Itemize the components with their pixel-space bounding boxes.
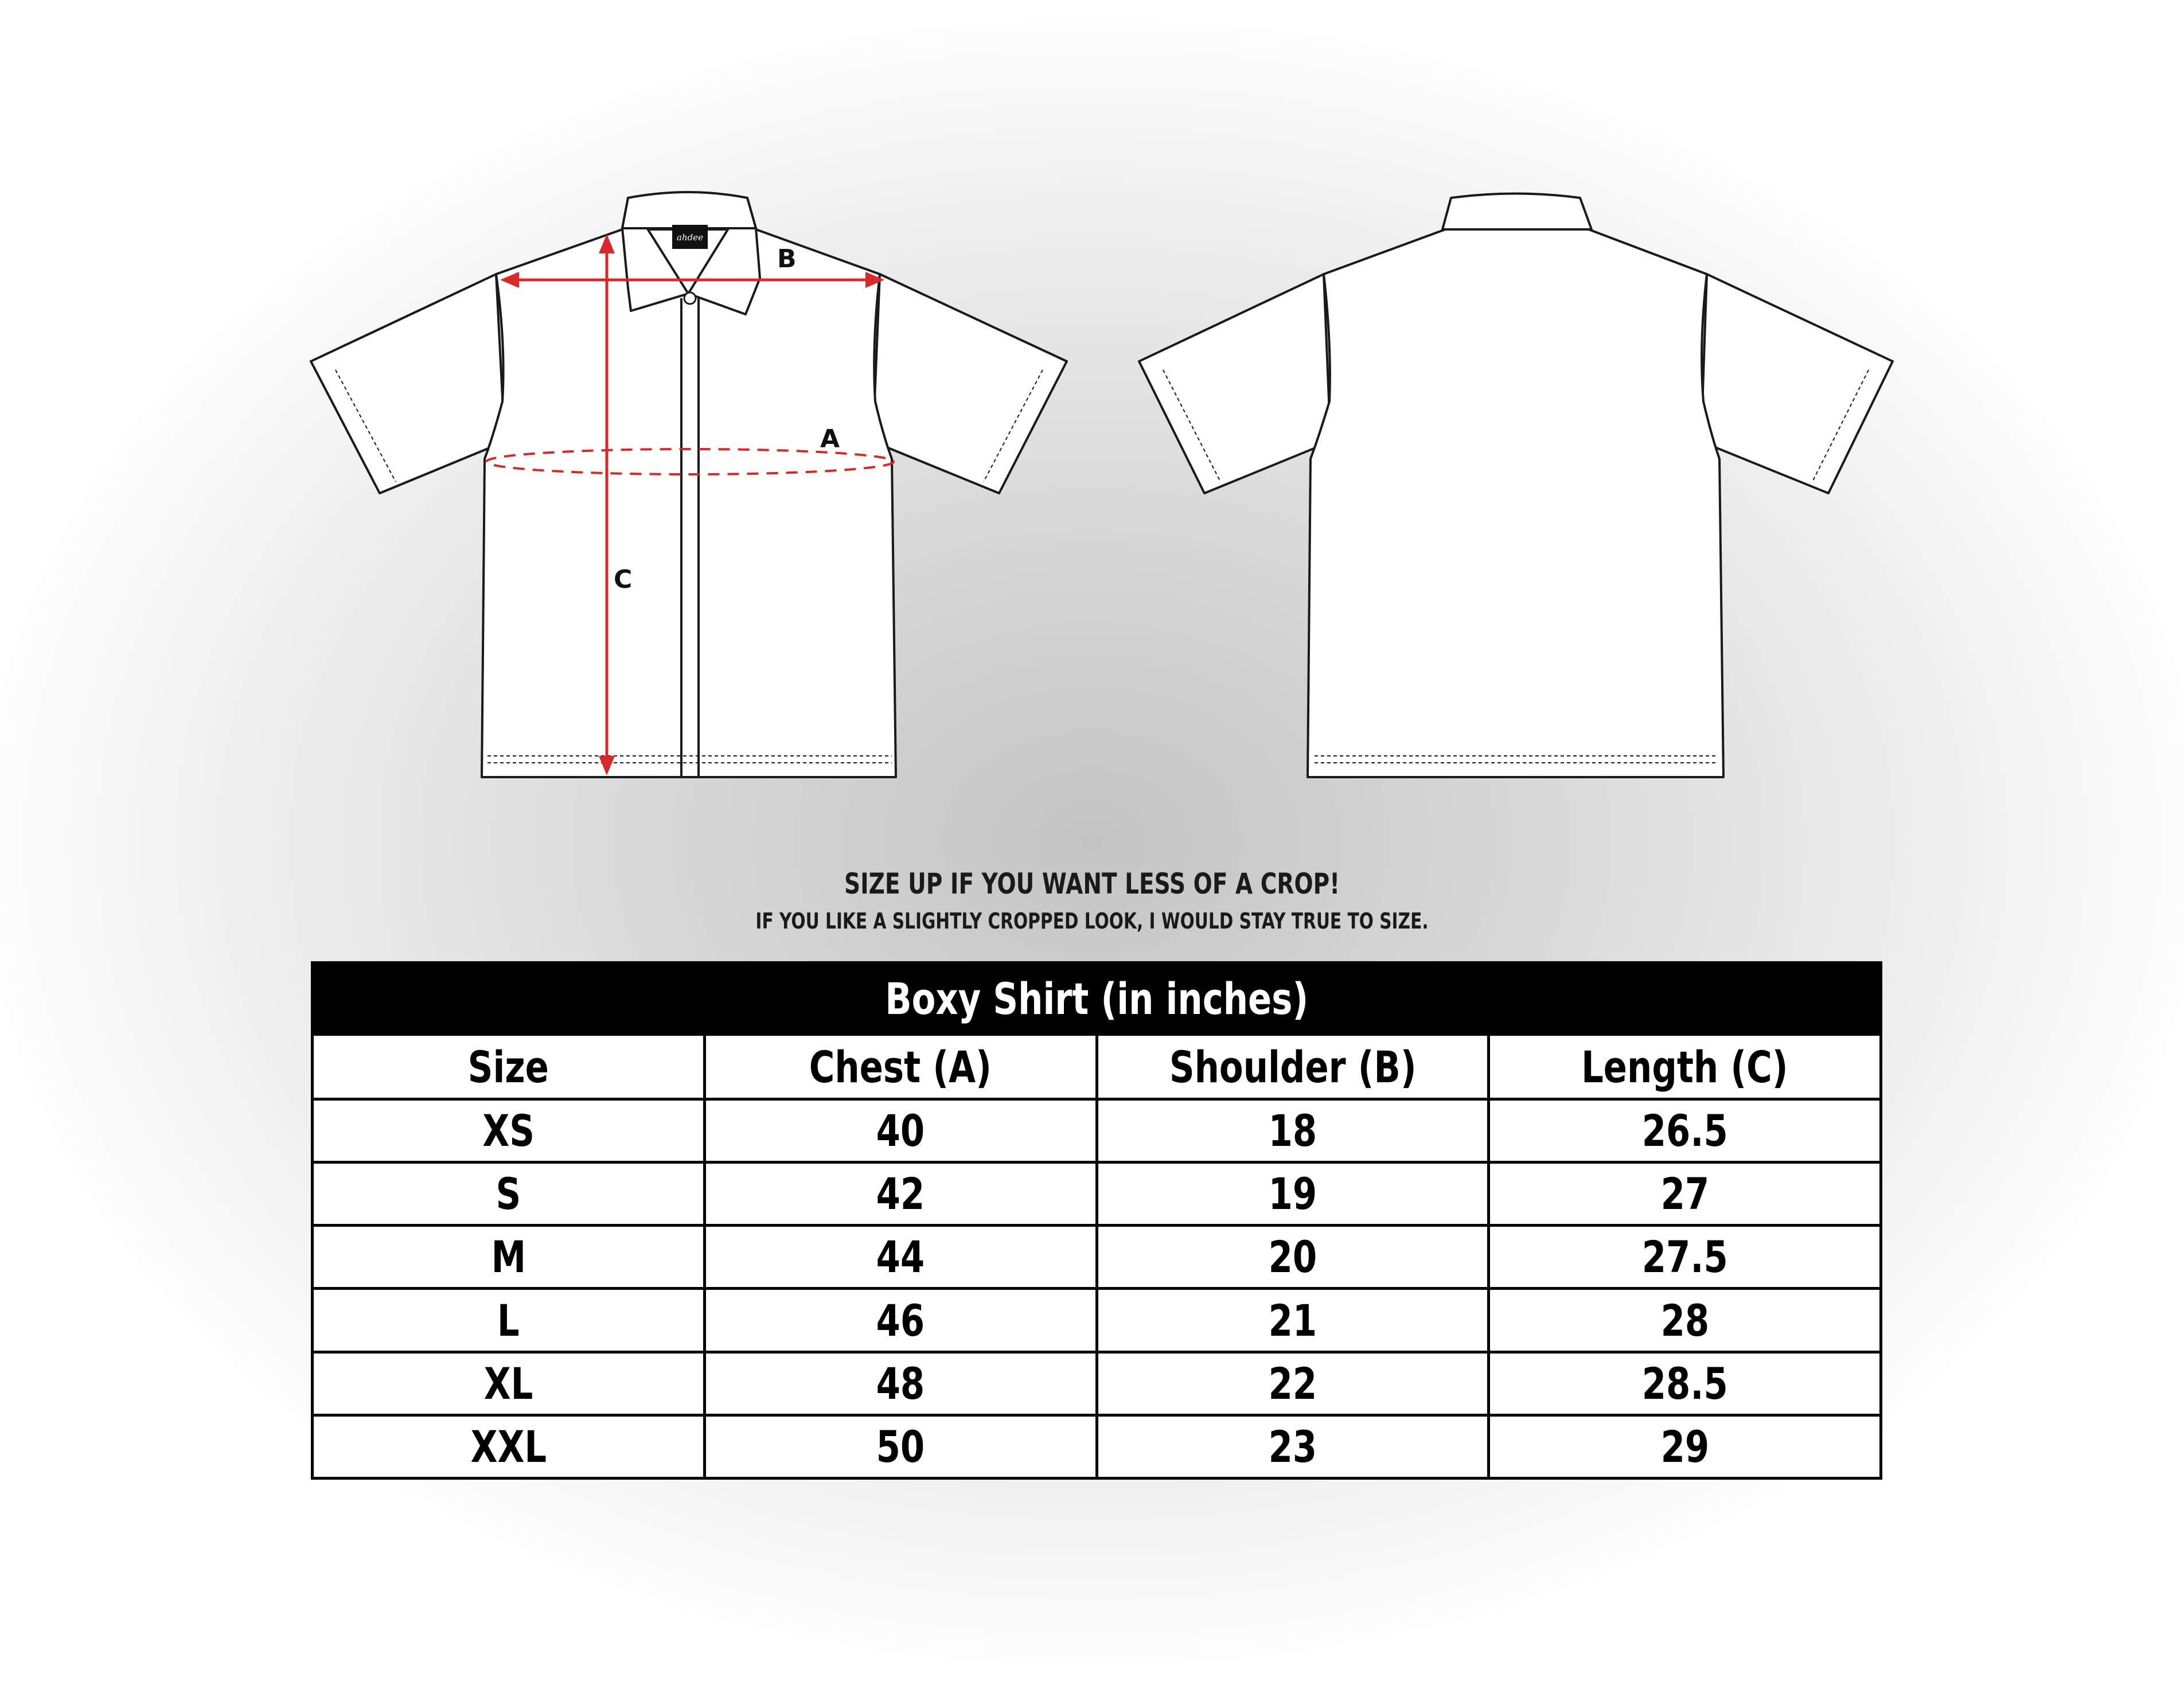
cell-chest: 40 (704, 1099, 1097, 1163)
cell-size: XXL (313, 1415, 705, 1478)
front-left-sleeve (311, 274, 505, 493)
collar-button (684, 292, 696, 304)
table-row (313, 1352, 1881, 1415)
cell-length: 28 (1489, 1289, 1881, 1352)
cell-size: L (313, 1289, 705, 1352)
cell-shoulder: 19 (1097, 1163, 1489, 1226)
cell-size: XS (313, 1099, 705, 1163)
cell-length: 28.5 (1489, 1352, 1881, 1415)
cell-length: 29 (1489, 1415, 1881, 1478)
shirt-back-diagram (1139, 194, 1893, 778)
label-a: A (820, 424, 840, 454)
cell-chest: 44 (704, 1226, 1097, 1289)
back-collar (1442, 194, 1592, 230)
cell-shoulder: 18 (1097, 1099, 1489, 1163)
header-chest: Chest (A) (704, 1035, 1097, 1099)
cell-chest: 48 (704, 1352, 1097, 1415)
cell-size: M (313, 1226, 705, 1289)
brand-tag-text: ahdee (677, 232, 703, 243)
size-chart-table (311, 961, 1882, 1480)
table-row (313, 1099, 1881, 1163)
cell-shoulder: 23 (1097, 1415, 1489, 1478)
cell-chest: 50 (704, 1415, 1097, 1478)
label-c: C (614, 565, 633, 594)
table-row (313, 1163, 1881, 1226)
sizing-note-secondary: IF YOU LIKE A SLIGHTLY CROPPED LOOK, I WOULD STAY TRUE TO SIZE. (755, 908, 1429, 934)
sizing-note-primary: SIZE UP IF YOU WANT LESS OF A CROP! (844, 867, 1340, 900)
front-body (482, 229, 896, 777)
cell-size: XL (313, 1352, 705, 1415)
front-right-sleeve (873, 274, 1067, 493)
cell-chest: 46 (704, 1289, 1097, 1352)
table-header-row (313, 1035, 1881, 1099)
back-left-sleeve (1139, 274, 1331, 493)
cell-shoulder: 20 (1097, 1226, 1489, 1289)
label-b: B (777, 244, 797, 274)
back-right-sleeve (1701, 274, 1893, 493)
cell-shoulder: 22 (1097, 1352, 1489, 1415)
table-title: Boxy Shirt (in inches) (313, 963, 1881, 1035)
header-size: Size (313, 1035, 705, 1099)
table-row (313, 1289, 1881, 1352)
cell-shoulder: 21 (1097, 1289, 1489, 1352)
cell-chest: 42 (704, 1163, 1097, 1226)
cell-size: S (313, 1163, 705, 1226)
cell-length: 26.5 (1489, 1099, 1881, 1163)
cell-length: 27.5 (1489, 1226, 1881, 1289)
table-title-row (313, 963, 1881, 1035)
cell-length: 27 (1489, 1163, 1881, 1226)
header-shoulder: Shoulder (B) (1097, 1035, 1489, 1099)
front-collar-band (622, 192, 756, 228)
header-length: Length (C) (1489, 1035, 1881, 1099)
table-row (313, 1226, 1881, 1289)
table-row (313, 1415, 1881, 1478)
back-body (1308, 229, 1723, 777)
